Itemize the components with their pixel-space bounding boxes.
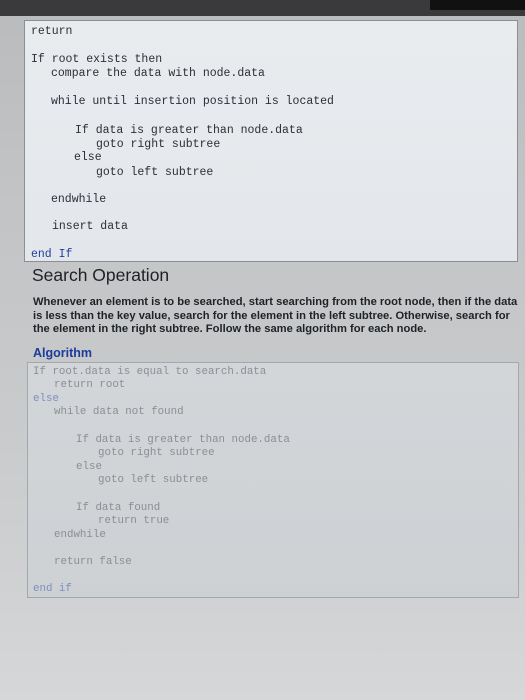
code-line: return false: [54, 556, 132, 568]
screen-corner: [430, 0, 525, 10]
code-line: while until insertion position is located: [51, 95, 334, 108]
code-line: endwhile: [54, 529, 106, 541]
code-line: compare the data with node.data: [51, 67, 265, 80]
section-paragraph: Whenever an element is to be searched, start searching from the root node, then if the data is less than the key value, search for the element in the left subtree. Otherwise, search for the element in the right subtree. Follow the same algorithm for each node.: [33, 296, 518, 335]
code-line: insert data: [52, 220, 128, 233]
code-line: If data is greater than node.data: [75, 124, 303, 137]
code-line: return root: [54, 379, 126, 391]
code-line: goto right subtree: [98, 447, 215, 459]
code-line: return true: [98, 515, 170, 527]
code-line: return: [31, 25, 73, 38]
code-line: endwhile: [51, 193, 107, 206]
code-line: goto left subtree: [96, 166, 214, 179]
code-line: goto right subtree: [96, 138, 221, 151]
code-line: else: [76, 461, 102, 473]
code-line: If root exists then: [31, 53, 163, 66]
algorithm-label: Algorithm: [33, 346, 93, 360]
code-line: goto left subtree: [98, 474, 209, 486]
code-line: If data found: [76, 502, 161, 514]
code-line: while data not found: [54, 406, 184, 418]
section-heading: Search Operation: [32, 265, 170, 285]
code-line: else: [74, 151, 102, 164]
code-line: If data is greater than node.data: [76, 434, 290, 446]
code-line: end If: [31, 248, 73, 261]
search-code-block: [27, 362, 519, 598]
code-line: end if: [33, 583, 72, 595]
code-line: If root.data is equal to search.data: [33, 366, 267, 378]
code-line: else: [33, 393, 59, 405]
insertion-code-block: [24, 20, 518, 262]
